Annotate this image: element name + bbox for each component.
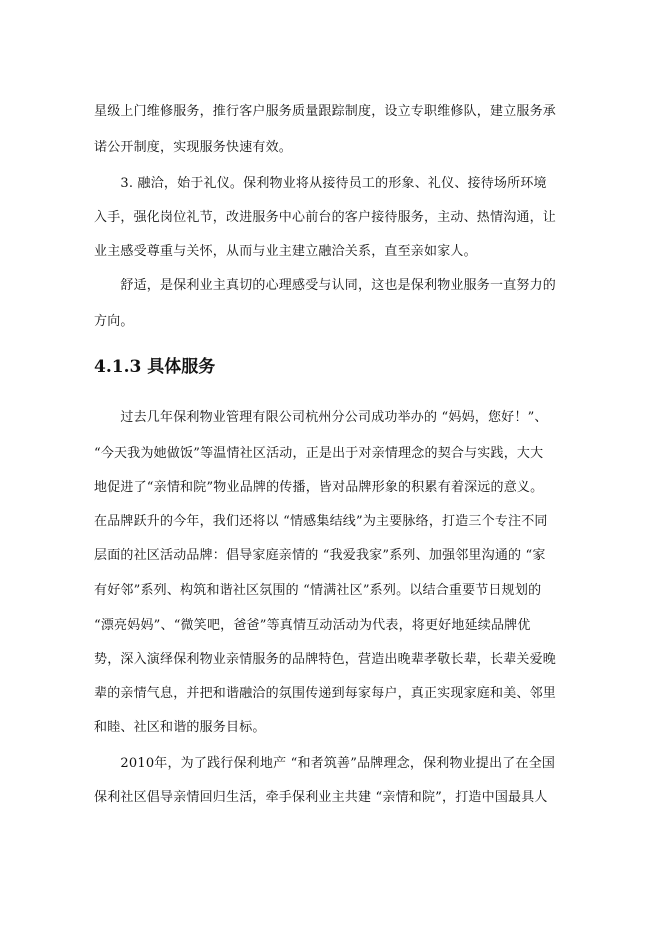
text-line: 业主感受尊重与关怀，从而与业主建立融洽关系，直至亲如家人。 bbox=[94, 244, 477, 259]
text-line: 有好邻”系列、构筑和谐社区氛围的 “情满社区”系列。以结合重要节日规划的 bbox=[94, 583, 542, 598]
text-line: 星级上门维修服务，推行客户服务质量跟踪制度，设立专职维修队，建立服务承 bbox=[94, 104, 557, 119]
text-line: 辈的亲情气息，并把和谐融洽的氛围传递到每家每户，真正实现家庭和美、邻里 bbox=[94, 686, 557, 701]
text-line: 层面的社区活动品牌：倡导家庭亲情的 “我爱我家”系列、加强邻里沟通的 “家 bbox=[94, 548, 546, 563]
text-line: 舒适，是保利业主真切的心理感受与认同，这也是保利物业服务一直努力的 bbox=[94, 278, 557, 293]
text-line: 过去几年保利物业管理有限公司杭州分公司成功举办的 “妈妈，您好！”、 bbox=[94, 410, 548, 425]
text-line: 2010年，为了践行保利地产 “和者筑善”品牌理念，保利物业提出了在全国 bbox=[94, 756, 556, 771]
text-line: 3. 融洽，始于礼仪。保利物业将从接待员工的形象、礼仪、接待场所环境 bbox=[94, 176, 547, 191]
text-line: “漂亮妈妈”、“微笑吧，爸爸”等真情互动活动为代表，将更好地延续品牌优 bbox=[94, 618, 531, 633]
text-line: 保利社区倡导亲情回归生活，牵手保利业主共建 “亲情和院”，打造中国最具人 bbox=[94, 790, 548, 805]
text-line: 地促进了“亲情和院”物业品牌的传播，皆对品牌形象的积累有着深远的意义。 bbox=[94, 480, 544, 495]
text-line: 入手，强化岗位礼节，改进服务中心前台的客户接待服务，主动、热情沟通，让 bbox=[94, 210, 557, 225]
text-line: “今天我为她做饭”等温情社区活动，正是出于对亲情理念的契合与实践，大大 bbox=[94, 446, 544, 461]
section-heading: 4.1.3 具体服务 bbox=[94, 357, 216, 377]
text-line: 在品牌跃升的今年，我们还将以 “情感集结线”为主要脉络，打造三个专注不同 bbox=[94, 514, 548, 529]
text-line: 诺公开制度，实现服务快速有效。 bbox=[94, 140, 293, 155]
text-line: 势，深入演绎保利物业亲情服务的品牌特色，营造出晚辈孝敬长辈，长辈关爱晚 bbox=[94, 652, 557, 667]
text-line: 和睦、社区和谐的服务目标。 bbox=[94, 720, 266, 735]
text-line: 方向。 bbox=[94, 314, 134, 329]
